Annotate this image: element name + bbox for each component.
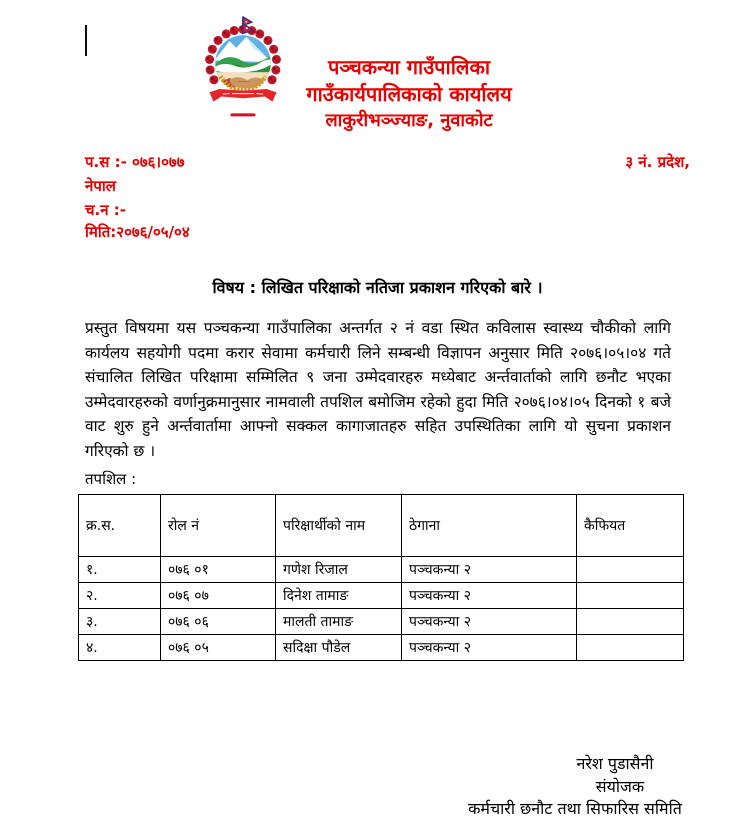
table-row [79, 557, 684, 583]
subject-line: विषय : लिखित परिक्षाको नतिजा प्रकाशन गरिएको बारे । [212, 278, 543, 297]
cell-remarks [577, 609, 684, 635]
cell-remarks [577, 557, 684, 583]
signatory-designation: संयोजक [595, 777, 645, 796]
text-cursor [85, 25, 87, 56]
letter-date: मिति:२०७६/०५/०४ [85, 223, 190, 241]
dispatch-number: च.न :- [85, 201, 126, 219]
reference-number: प.स :- ०७६।०७७ [85, 153, 185, 171]
col-header-sn: क्र.स. [79, 495, 161, 557]
col-header-remarks: कैफियत [577, 495, 684, 557]
nepal-emblem-logo [201, 15, 285, 121]
cell-sn: ४. [79, 635, 161, 661]
cell-roll: ०७६ ०१ [161, 557, 276, 583]
office-name: गाउँकार्यपालिकाको कार्यालय [306, 82, 512, 106]
table-header-row [79, 495, 684, 557]
cell-name: मालती तामाङ [276, 609, 402, 635]
cell-address: पञ्चकन्या २ [402, 609, 577, 635]
col-header-roll: रोल नं [161, 495, 276, 557]
cell-sn: १. [79, 557, 161, 583]
cell-roll: ०७६ ०७ [161, 583, 276, 609]
table-row [79, 609, 684, 635]
motto-ribbon [209, 89, 276, 102]
signatory-name: नरेश पुडासैनी [576, 754, 654, 773]
table-caption: तपशिल : [85, 470, 137, 488]
cell-address: पञ्चकन्या २ [402, 635, 577, 661]
office-address: लाकुरीभञ्ज्याङ, नुवाकोट [325, 110, 493, 131]
cell-sn: २. [79, 583, 161, 609]
cell-roll: ०७६ ०५ [161, 635, 276, 661]
emblem-underline [230, 113, 255, 116]
cell-name: गणेश रिजाल [276, 557, 402, 583]
body-paragraph: प्रस्तुत विषयमा यस पञ्चकन्या गाउँपालिका अन्तर्गत २ नं वडा स्थित कविलास स्वास्थ्य चौकीको लागि कार्यलय सहयोगी पदमा करार सेवामा कर्मचारी लिने सम्बन्धी विज्ञापन अनुसार मिति २०७६।०५।०४ गते संचालित लिखित परिक्षामा सम्मिलित ९ जना उम्मेदवारहरु मध्येबाट अर्न्तवार्ताको लागि छनौट भएका उम्मेदवारहरुको वर्णानुक्रमानुसार नामवाली तपशिल बमोजिम रहेको हुदा मिति २०७६।०४।०५ दिनको १ बजे वाट शुरु हुने अर्न्तवार्तामा आफ्नो सक्कल कागाजातहरु सहित उपस्थितिका लागि यो सुचना प्रकाशन गरिएको छ । [85, 319, 671, 460]
cell-name: सदिक्षा पौडेल [276, 635, 402, 661]
province-label: ३ नं. प्रदेश, [625, 153, 690, 171]
municipality-name: पञ्चकन्या गाउँपालिका [327, 55, 491, 79]
signatory-committee: कर्मचारी छनौट तथा सिफारिस समिति [468, 799, 682, 818]
cell-name: दिनेश तामाङ [276, 583, 402, 609]
col-header-address: ठेगाना [402, 495, 577, 557]
country-label: नेपाल [85, 177, 116, 195]
cell-remarks [577, 635, 684, 661]
col-header-name: परिक्षार्थीको नाम [276, 495, 402, 557]
cell-address: पञ्चकन्या २ [402, 557, 577, 583]
table-row [79, 635, 684, 661]
table-row [79, 583, 684, 609]
cell-roll: ०७६ ०६ [161, 609, 276, 635]
cell-sn: ३. [79, 609, 161, 635]
result-table [78, 494, 684, 661]
reference-row [85, 152, 690, 172]
cell-remarks [577, 583, 684, 609]
cell-address: पञ्चकन्या २ [402, 583, 577, 609]
letterhead [280, 54, 538, 134]
